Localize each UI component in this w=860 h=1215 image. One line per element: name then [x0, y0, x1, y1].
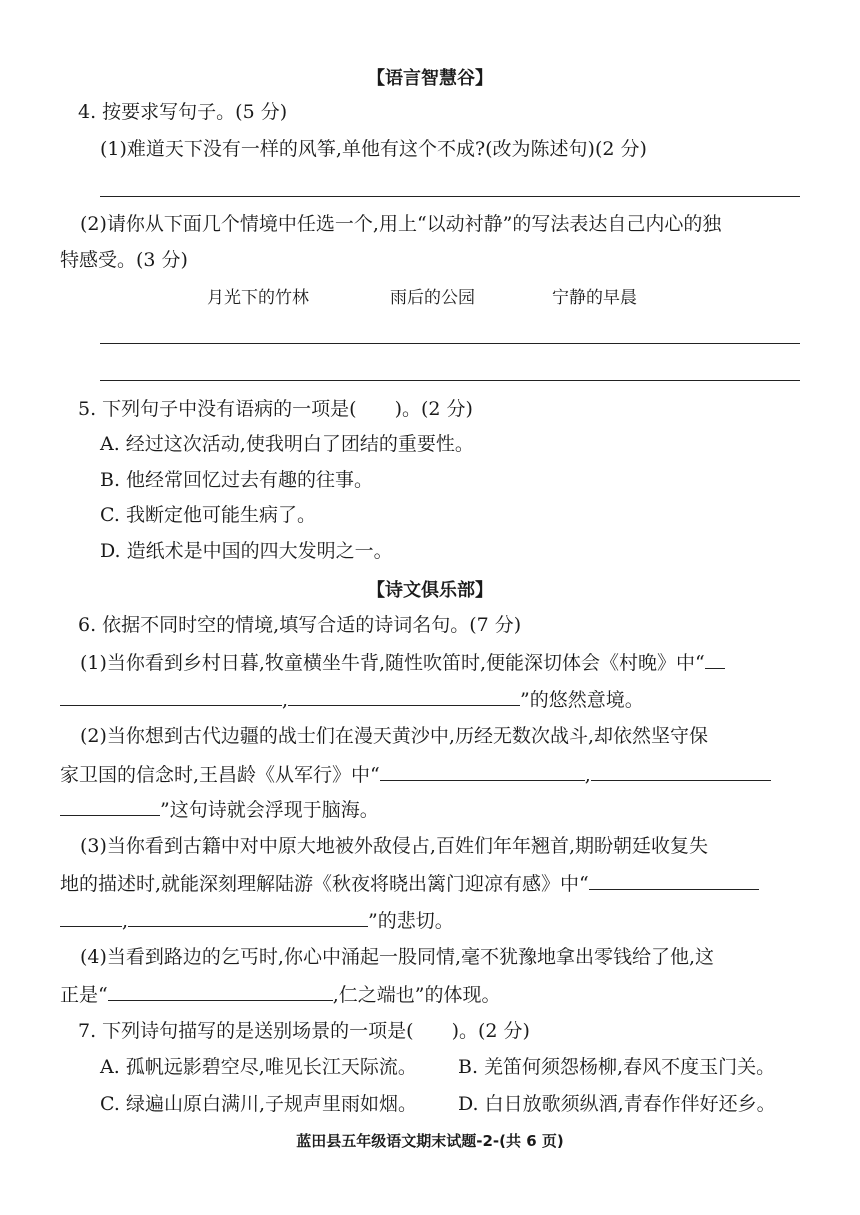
q6-part2-comma: , — [584, 764, 591, 786]
q6-part3-end: ”的悲切。 — [368, 910, 454, 932]
q6-part2-line3 — [60, 797, 379, 822]
q4-part2-line2: 特感受。(3 分) — [60, 249, 188, 271]
q4-option-2: 雨后的公园 — [390, 288, 475, 308]
q6-blank-2c[interactable] — [60, 797, 160, 816]
answer-line-q4-2a[interactable] — [100, 343, 800, 344]
q7-option-c: C. 绿遍山原白满川,子规声里雨如烟。 — [100, 1093, 417, 1115]
q6-blank-1b[interactable] — [60, 687, 282, 706]
q7-option-d: D. 白日放歌须纵酒,青春作伴好还乡。 — [458, 1093, 776, 1115]
q4-option-1: 月光下的竹林 — [207, 288, 309, 308]
q6-part3-line2 — [60, 871, 759, 896]
q5-option-d: D. 造纸术是中国的四大发明之一。 — [100, 540, 393, 562]
q5-title: 5. 下列句子中没有语病的一项是( )。(2 分) — [78, 398, 473, 420]
section-heading-language: 【语言智慧谷】 — [367, 68, 493, 89]
q5-option-b: B. 他经常回忆过去有趣的往事。 — [100, 469, 374, 491]
q5-option-a: A. 经过这次活动,使我明白了团结的重要性。 — [100, 433, 474, 455]
q4-title: 4. 按要求写句子。(5 分) — [78, 101, 288, 123]
q6-title: 6. 依据不同时空的情境,填写合适的诗词名句。(7 分) — [78, 614, 522, 636]
q6-blank-2a[interactable] — [380, 762, 585, 781]
q7-title: 7. 下列诗句描写的是送别场景的一项是( )。(2 分) — [78, 1020, 530, 1042]
q4-option-3: 宁静的早晨 — [552, 288, 637, 308]
q4-part2-line1: (2)请你从下面几个情境中任选一个,用上“以动衬静”的写法表达自己内心的独 — [80, 213, 722, 235]
q6-part2-end: ”这句诗就会浮现于脑海。 — [160, 799, 379, 821]
q5-option-c: C. 我断定他可能生病了。 — [100, 504, 316, 526]
q6-blank-1c[interactable] — [288, 687, 520, 706]
q6-blank-3b[interactable] — [60, 908, 122, 927]
section-heading-poetry: 【诗文俱乐部】 — [367, 580, 493, 601]
q6-part4-line2 — [60, 982, 500, 1007]
answer-line-q4-1[interactable] — [100, 196, 800, 197]
q6-part3-comma: , — [122, 910, 129, 932]
q6-part2-text: 家卫国的信念时,王昌龄《从军行》中“ — [60, 764, 380, 786]
page-footer: 蓝田县五年级语文期末试题-2-(共 6 页) — [296, 1132, 564, 1150]
q6-part1-text: (1)当你看到乡村日暮,牧童横坐牛背,随性吹笛时,便能深切体会《村晚》中“ — [80, 652, 705, 674]
q6-part2-line1: (2)当你想到古代边疆的战士们在漫天黄沙中,历经无数次战斗,却依然坚守保 — [80, 725, 708, 747]
q6-blank-3c[interactable] — [128, 908, 368, 927]
q6-part4-text: 正是“ — [60, 984, 108, 1006]
q6-blank-1a[interactable] — [705, 650, 725, 669]
q7-option-a: A. 孤帆远影碧空尽,唯见长江天际流。 — [100, 1056, 417, 1078]
answer-line-q4-2b[interactable] — [100, 380, 800, 381]
q6-blank-3a[interactable] — [589, 871, 759, 890]
q6-blank-4a[interactable] — [108, 982, 333, 1001]
q6-part1-line1 — [80, 650, 725, 675]
q6-part3-line1: (3)当你看到古籍中对中原大地被外敌侵占,百姓们年年翘首,期盼朝廷收复失 — [80, 835, 708, 857]
q6-part3-text: 地的描述时,就能深刻理解陆游《秋夜将晓出篱门迎凉有感》中“ — [60, 873, 589, 895]
q7-option-b: B. 羌笛何须怨杨柳,春风不度玉门关。 — [458, 1056, 776, 1078]
q6-part1-line2 — [60, 687, 644, 712]
q6-part1-comma: , — [282, 689, 289, 711]
q6-part2-line2 — [60, 762, 771, 787]
q6-part3-line3 — [60, 908, 454, 933]
q6-part1-end: ”的悠然意境。 — [520, 689, 644, 711]
q6-part4-line1: (4)当看到路边的乞丐时,你心中涌起一股同情,毫不犹豫地拿出零钱给了他,这 — [80, 946, 715, 968]
q4-part1: (1)难道天下没有一样的风筝,单他有这个不成?(改为陈述句)(2 分) — [100, 138, 647, 160]
q6-blank-2b[interactable] — [591, 762, 771, 781]
q6-part4-end: ,仁之端也”的体现。 — [332, 984, 501, 1006]
